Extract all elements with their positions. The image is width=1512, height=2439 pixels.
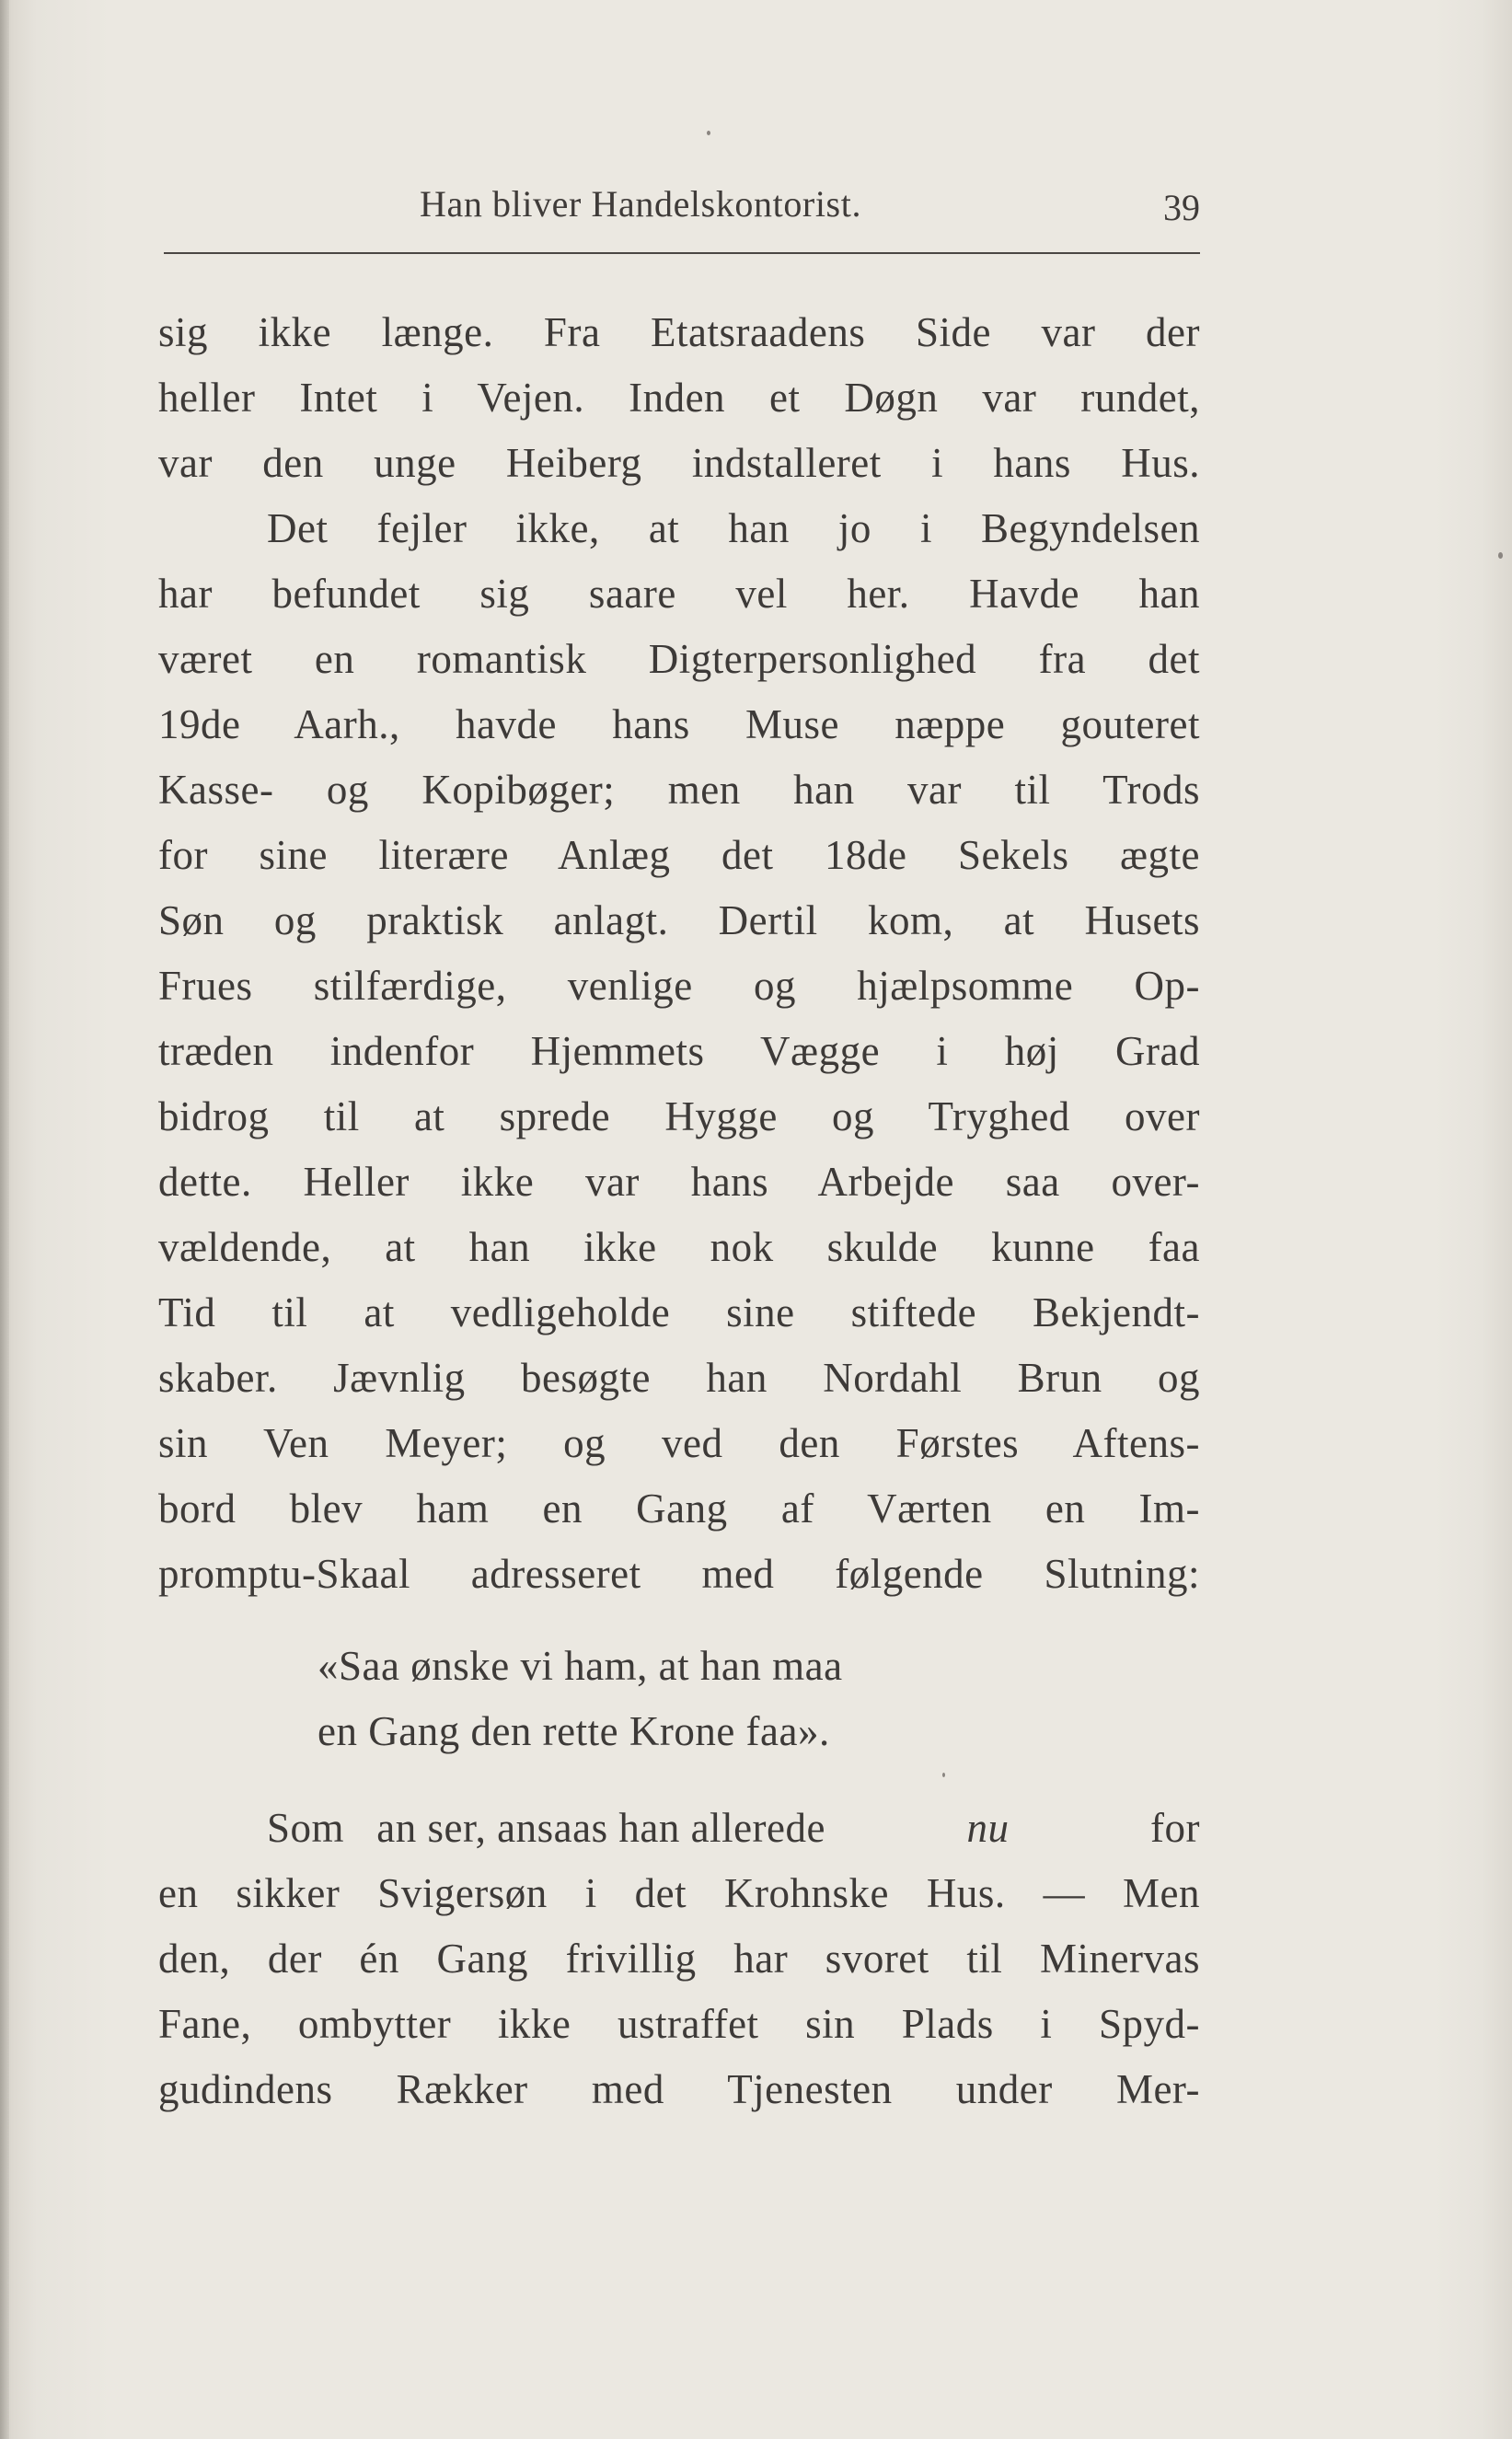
paper-speck bbox=[707, 131, 710, 135]
verse-line: en Gang den rette Krone faa». bbox=[317, 1708, 830, 1754]
text-line: vældende, at han ikke nok skulde kunne faa bbox=[158, 1224, 1200, 1270]
text-line: skaber. Jævnlig besøgte han Nordahl Brun og bbox=[158, 1355, 1200, 1401]
text-line: for sine literære Anlæg det 18de Sekels ægte bbox=[158, 832, 1200, 878]
text-line: en sikker Svigersøn i det Krohnske Hus. — Men bbox=[158, 1870, 1200, 1916]
text-line: bord blev ham en Gang af Værten en Im- bbox=[158, 1485, 1200, 1532]
page-number: 39 bbox=[1163, 187, 1200, 228]
verse-quote bbox=[317, 1634, 1035, 1764]
text-line: dette. Heller ikke var hans Arbejde saa over- bbox=[158, 1159, 1200, 1205]
paper-speck bbox=[942, 1773, 945, 1777]
italic-word: nu bbox=[966, 1805, 1010, 1851]
text-line bbox=[158, 1796, 1200, 1861]
text-line: 19de Aarh., havde hans Muse næppe gouteret bbox=[158, 701, 1200, 747]
continuation-text bbox=[158, 1796, 1200, 2122]
gutter-shadow bbox=[0, 0, 9, 2439]
text-line: Søn og praktisk anlagt. Dertil kom, at Husets bbox=[158, 897, 1200, 943]
running-title: Han bliver Handelskontorist. bbox=[420, 183, 862, 225]
text-line: promptu-Skaal adresseret med følgende Slutning: bbox=[158, 1551, 1200, 1597]
text-line: været en romantisk Digterpersonlighed fra det bbox=[158, 636, 1200, 682]
paper-speck bbox=[1498, 552, 1503, 559]
text-line: Frues stilfærdige, venlige og hjælpsomme Op- bbox=[158, 963, 1200, 1009]
text-line: heller Intet i Vejen. Inden et Døgn var rundet, bbox=[158, 375, 1200, 421]
text-line: bidrog til at sprede Hygge og Tryghed over bbox=[158, 1093, 1200, 1139]
text-line: træden indenfor Hjemmets Vægge i høj Grad bbox=[158, 1028, 1200, 1074]
header-rule bbox=[164, 252, 1200, 254]
text-line: Det fejler ikke, at han jo i Begyndelsen bbox=[267, 505, 1200, 551]
body-text bbox=[158, 300, 1200, 1607]
text-line: gudindens Rækker med Tjenesten under Mer- bbox=[158, 2066, 1200, 2112]
verse-line: «Saa ønske vi ham, at han maa bbox=[317, 1643, 843, 1689]
text-fragment: for bbox=[1150, 1805, 1200, 1851]
text-line: Kasse- og Kopibøger; men han var til Trods bbox=[158, 767, 1200, 813]
text-line: den, der én Gang frivillig har svoret til Minervas bbox=[158, 1936, 1200, 1982]
text-line: sig ikke længe. Fra Etatsraadens Side var der bbox=[158, 309, 1200, 355]
text-line: Fane, ombytter ikke ustraffet sin Plads i Spyd- bbox=[158, 2001, 1200, 2047]
text-line: sin Ven Meyer; og ved den Førstes Aftens- bbox=[158, 1420, 1200, 1466]
text-line: har befundet sig saare vel her. Havde han bbox=[158, 571, 1200, 617]
text-line: var den unge Heiberg indstalleret i hans Hus. bbox=[158, 440, 1200, 486]
text-line: Tid til at vedligeholde sine stiftede Bekjendt- bbox=[158, 1289, 1200, 1335]
running-head bbox=[158, 182, 1200, 234]
text-fragment: Som an ser, ansaas han allerede bbox=[267, 1805, 825, 1851]
